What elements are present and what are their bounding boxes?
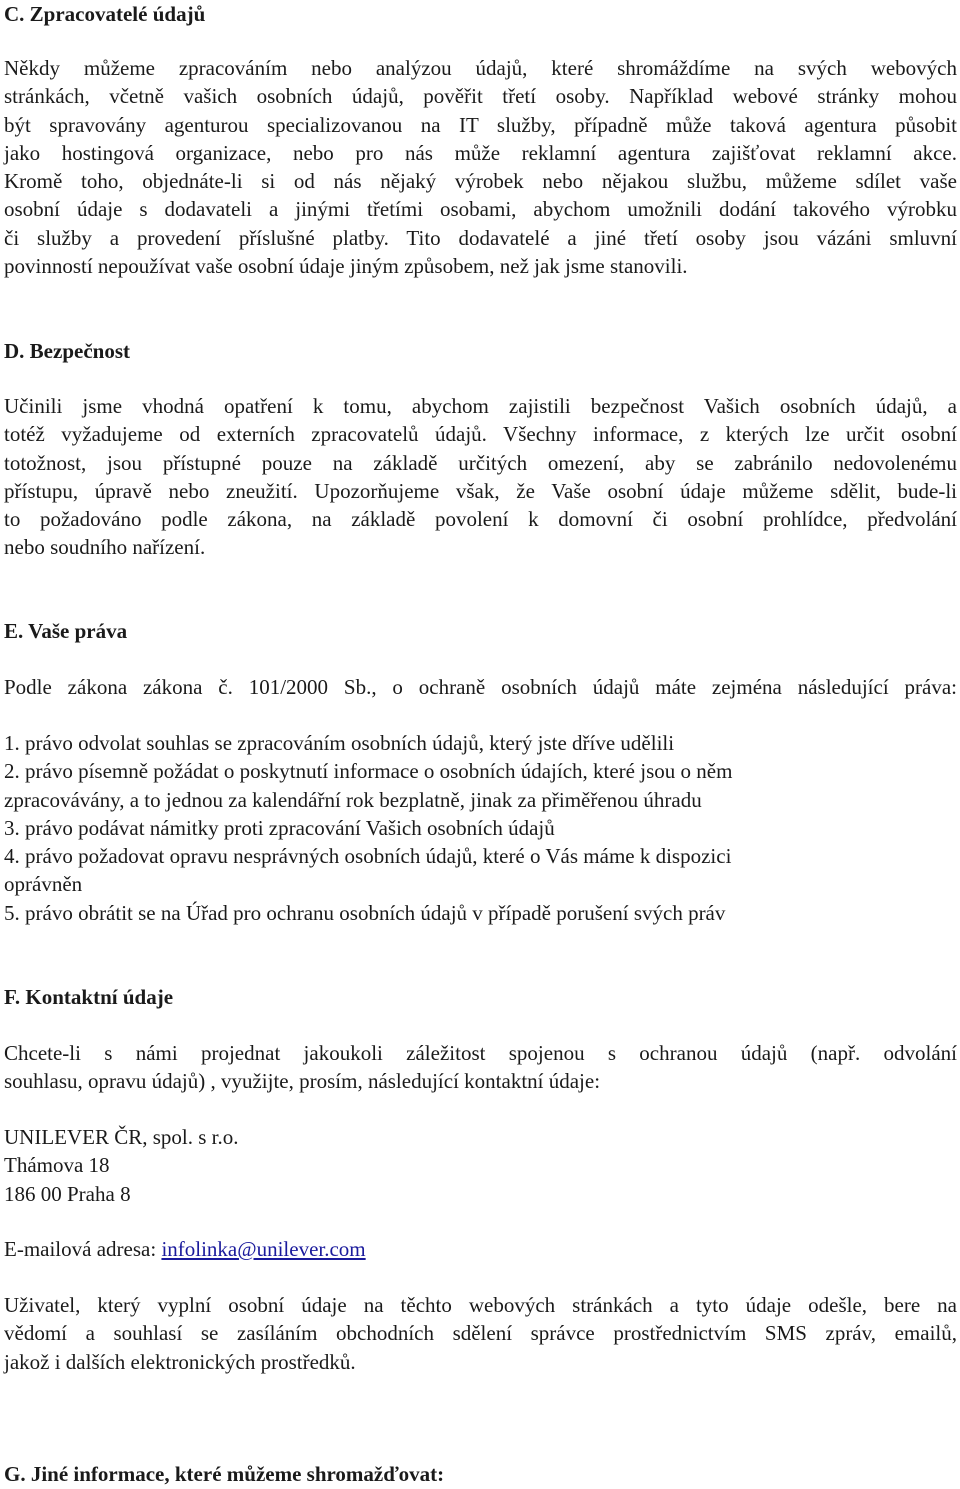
paragraph-line: Chcete-li s námi projednat jakoukoli záležitost spojenou s ochranou údajů (např. odvolání	[4, 1041, 957, 1065]
company-name: UNILEVER ČR, spol. s r.o.	[4, 1125, 239, 1149]
section-d-heading: D. Bezpečnost	[4, 339, 130, 363]
paragraph-line: být spravovány agenturou specializovanou na IT služby, případně může taková agentura působit	[4, 112, 957, 137]
section-c-paragraph	[4, 54, 957, 280]
rights-list	[4, 729, 957, 927]
paragraph-line: Učinili jsme vhodná opatření k tomu, abychom zajistili bezpečnost Vašich osobních údajů, a	[4, 394, 957, 418]
section-e-heading: E. Vaše práva	[4, 619, 128, 643]
paragraph-line: povinností nepoužívat vaše osobní údaje jiným způsobem, než jak jsme stanovili.	[4, 254, 688, 279]
paragraph-line: totožnost, jsou přístupné pouze na základě určitých omezení, aby se zabránilo nedovolenému	[4, 450, 957, 475]
contact-address	[4, 1123, 957, 1208]
section-c-heading: C. Zpracovatelé údajů	[4, 2, 206, 26]
list-item: 5. právo obrátit se na Úřad pro ochranu osobních údajů v případě porušení svých práv	[4, 900, 726, 925]
paragraph-line: jako hostingová organizace, nebo pro nás může reklamní agentura zajišťovat reklamní akce.	[4, 140, 957, 165]
paragraph-line: Podle zákona zákona č. 101/2000 Sb., o ochraně osobních údajů máte zejména následující práva:	[4, 675, 957, 699]
paragraph-line: přístupu, úpravě nebo zneužití. Upozorňujeme však, že Vaše osobní údaje můžeme sdělit, bude-li	[4, 478, 957, 503]
paragraph-line: Někdy můžeme zpracováním nebo analýzou údajů, které shromáždíme na svých webových	[4, 56, 957, 80]
paragraph-line: nebo soudního nařízení.	[4, 535, 206, 560]
paragraph-line: stránkách, včetně vašich osobních údajů, pověřit třetí osoby. Například webové stránky mohou	[4, 84, 957, 109]
list-item: 3. právo podávat námitky proti zpracování Vašich osobních údajů	[4, 815, 555, 840]
paragraph-line: osobní údaje s dodavateli a jinými třetími osobami, abychom umožnili dodání takového výrobku	[4, 197, 957, 222]
section-g-heading: G. Jiné informace, které můžeme shromažďovat:	[4, 1462, 445, 1486]
email-line	[4, 1235, 957, 1263]
section-e-intro	[4, 673, 957, 701]
list-item: 1. právo odvolat souhlas se zpracováním osobních údajů, který jste dříve udělili	[4, 731, 675, 755]
list-item: zpracovávány, a to jednou za kalendářní rok bezplatně, jinak za přiměřenou úhradu	[4, 787, 702, 812]
street-address: Thámova 18	[4, 1153, 110, 1178]
email-label: E-mailová adresa:	[4, 1237, 162, 1261]
section-f-intro	[4, 1039, 957, 1096]
section-f-heading: F. Kontaktní údaje	[4, 985, 174, 1009]
list-item: oprávněn	[4, 872, 83, 897]
list-item: 4. právo požadovat opravu nesprávných osobních údajů, které o Vás máme k dispozici	[4, 844, 732, 869]
paragraph-line: Uživatel, který vyplní osobní údaje na těchto webových stránkách a tyto údaje odešle, bere na	[4, 1293, 957, 1317]
paragraph-line: či služby a provedení příslušné platby. Tito dodavatelé a jiné třetí osoby jsou vázáni smluvní	[4, 225, 957, 250]
city-address: 186 00 Praha 8	[4, 1181, 131, 1206]
paragraph-line: totéž vyžadujeme od externích zpracovatelů údajů. Všechny informace, z kterých lze určit osobní	[4, 422, 957, 447]
paragraph-line: vědomí a souhlasí se zasíláním obchodních sdělení správce prostřednictvím SMS zpráv, emailů,	[4, 1321, 957, 1346]
list-item: 2. právo písemně požádat o poskytnutí informace o osobních údajích, které jsou o něm	[4, 759, 733, 784]
paragraph-line: jakož i dalších elektronických prostředků.	[4, 1349, 356, 1374]
paragraph-line: Kromě toho, objednáte-li si od nás nějaký výrobek nebo nějakou službu, můžeme sdílet vaše	[4, 169, 957, 194]
section-d-paragraph	[4, 392, 957, 562]
paragraph-line: souhlasu, opravu údajů) , využijte, prosím, následující kontaktní údaje:	[4, 1069, 601, 1094]
consent-paragraph	[4, 1291, 957, 1376]
paragraph-line: to požadováno podle zákona, na základě povolení k domovní či osobní prohlídce, předvolání	[4, 507, 957, 532]
email-link[interactable]: infolinka@unilever.com	[161, 1237, 366, 1261]
